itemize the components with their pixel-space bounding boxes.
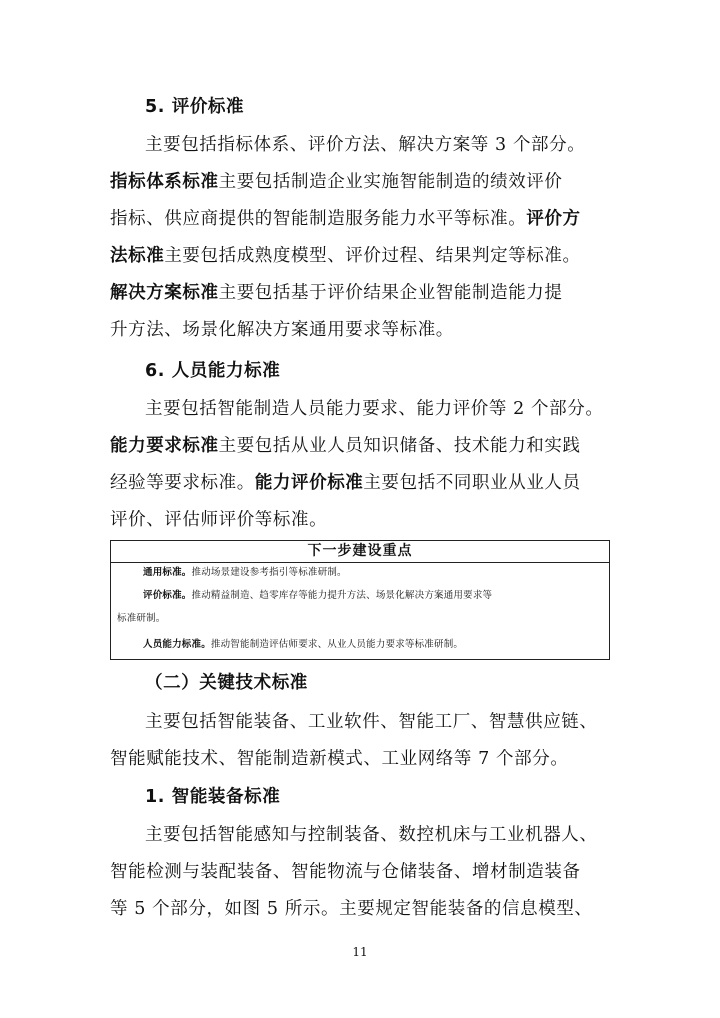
paragraph-line: 主要包括智能制造人员能力要求、能力评价等 2 个部分。 (145, 399, 604, 419)
paragraph-line (110, 472, 610, 494)
section-heading: 1. 智能装备标准 (145, 787, 281, 807)
paragraph-line: 主要包括指标体系、评价方法、解决方案等 3 个部分。 (145, 135, 586, 155)
paragraph-line: 等 5 个部分，如图 5 所示。主要规定智能装备的信息模型、 (110, 899, 593, 919)
paragraph-line (110, 171, 610, 193)
section-heading: 5. 评价标准 (145, 97, 245, 117)
box-line (143, 566, 347, 580)
box-line: 标准研制。 (117, 613, 166, 624)
text-span: 主要包括制造企业实施智能制造的绩效评价 (218, 172, 563, 192)
text-span: 主要包括成熟度模型、评价过程、结果判定等标准。 (164, 246, 581, 266)
paragraph-line (110, 435, 610, 457)
term-bold: 解决方案标准 (110, 283, 219, 303)
text-span: 主要包括从业人员知识储备、技术能力和实践 (218, 436, 581, 456)
box-line (143, 589, 492, 603)
paragraph-line (110, 208, 610, 230)
next-steps-box (110, 540, 610, 660)
term-bold: 法标准 (110, 246, 165, 266)
text-span: 指标、供应商提供的智能制造服务能力水平等标准。 (110, 209, 527, 229)
term-bold: 评价标准。 (143, 590, 192, 601)
text-span: 推动精益制造、趋零库存等能力提升方法、场景化解决方案通用要求等 (191, 590, 493, 601)
text-span: 推动场景建设参考指引等标准研制。 (191, 567, 347, 578)
section-heading: 6. 人员能力标准 (145, 361, 281, 381)
term-bold: 评价方 (526, 209, 581, 229)
page-number: 11 (352, 945, 368, 959)
paragraph-line: 主要包括智能感知与控制装备、数控机床与工业机器人、 (145, 825, 598, 845)
paragraph-line: 智能检测与装配装备、智能物流与仓储装备、增材制造装备 (110, 862, 581, 882)
text-span: 主要包括基于评价结果企业智能制造能力提 (218, 283, 563, 303)
term-bold: 能力评价标准 (254, 473, 364, 493)
term-bold: 通用标准。 (143, 567, 192, 578)
paragraph-line (110, 282, 610, 304)
paragraph-line: 智能赋能技术、智能制造新模式、工业网络等 7 个部分。 (110, 749, 569, 769)
text-span: 推动智能制造评估师要求、从业人员能力要求等标准研制。 (210, 639, 464, 650)
text-span: 主要包括不同职业从业人员 (363, 473, 581, 493)
paragraph-line: 主要包括智能装备、工业软件、智能工厂、智慧供应链、 (145, 712, 598, 732)
section-heading: （二）关键技术标准 (145, 673, 308, 693)
term-bold: 人员能力标准。 (143, 639, 211, 650)
term-bold: 能力要求标准 (110, 436, 219, 456)
paragraph-line (110, 245, 610, 267)
text-span: 经验等要求标准。 (110, 473, 255, 493)
box-line (143, 638, 463, 652)
paragraph-line: 评价、评估师评价等标准。 (110, 510, 328, 530)
box-title: 下一步建设重点 (111, 541, 609, 563)
paragraph-line: 升方法、场景化解决方案通用要求等标准。 (110, 320, 454, 340)
term-bold: 指标体系标准 (110, 172, 219, 192)
